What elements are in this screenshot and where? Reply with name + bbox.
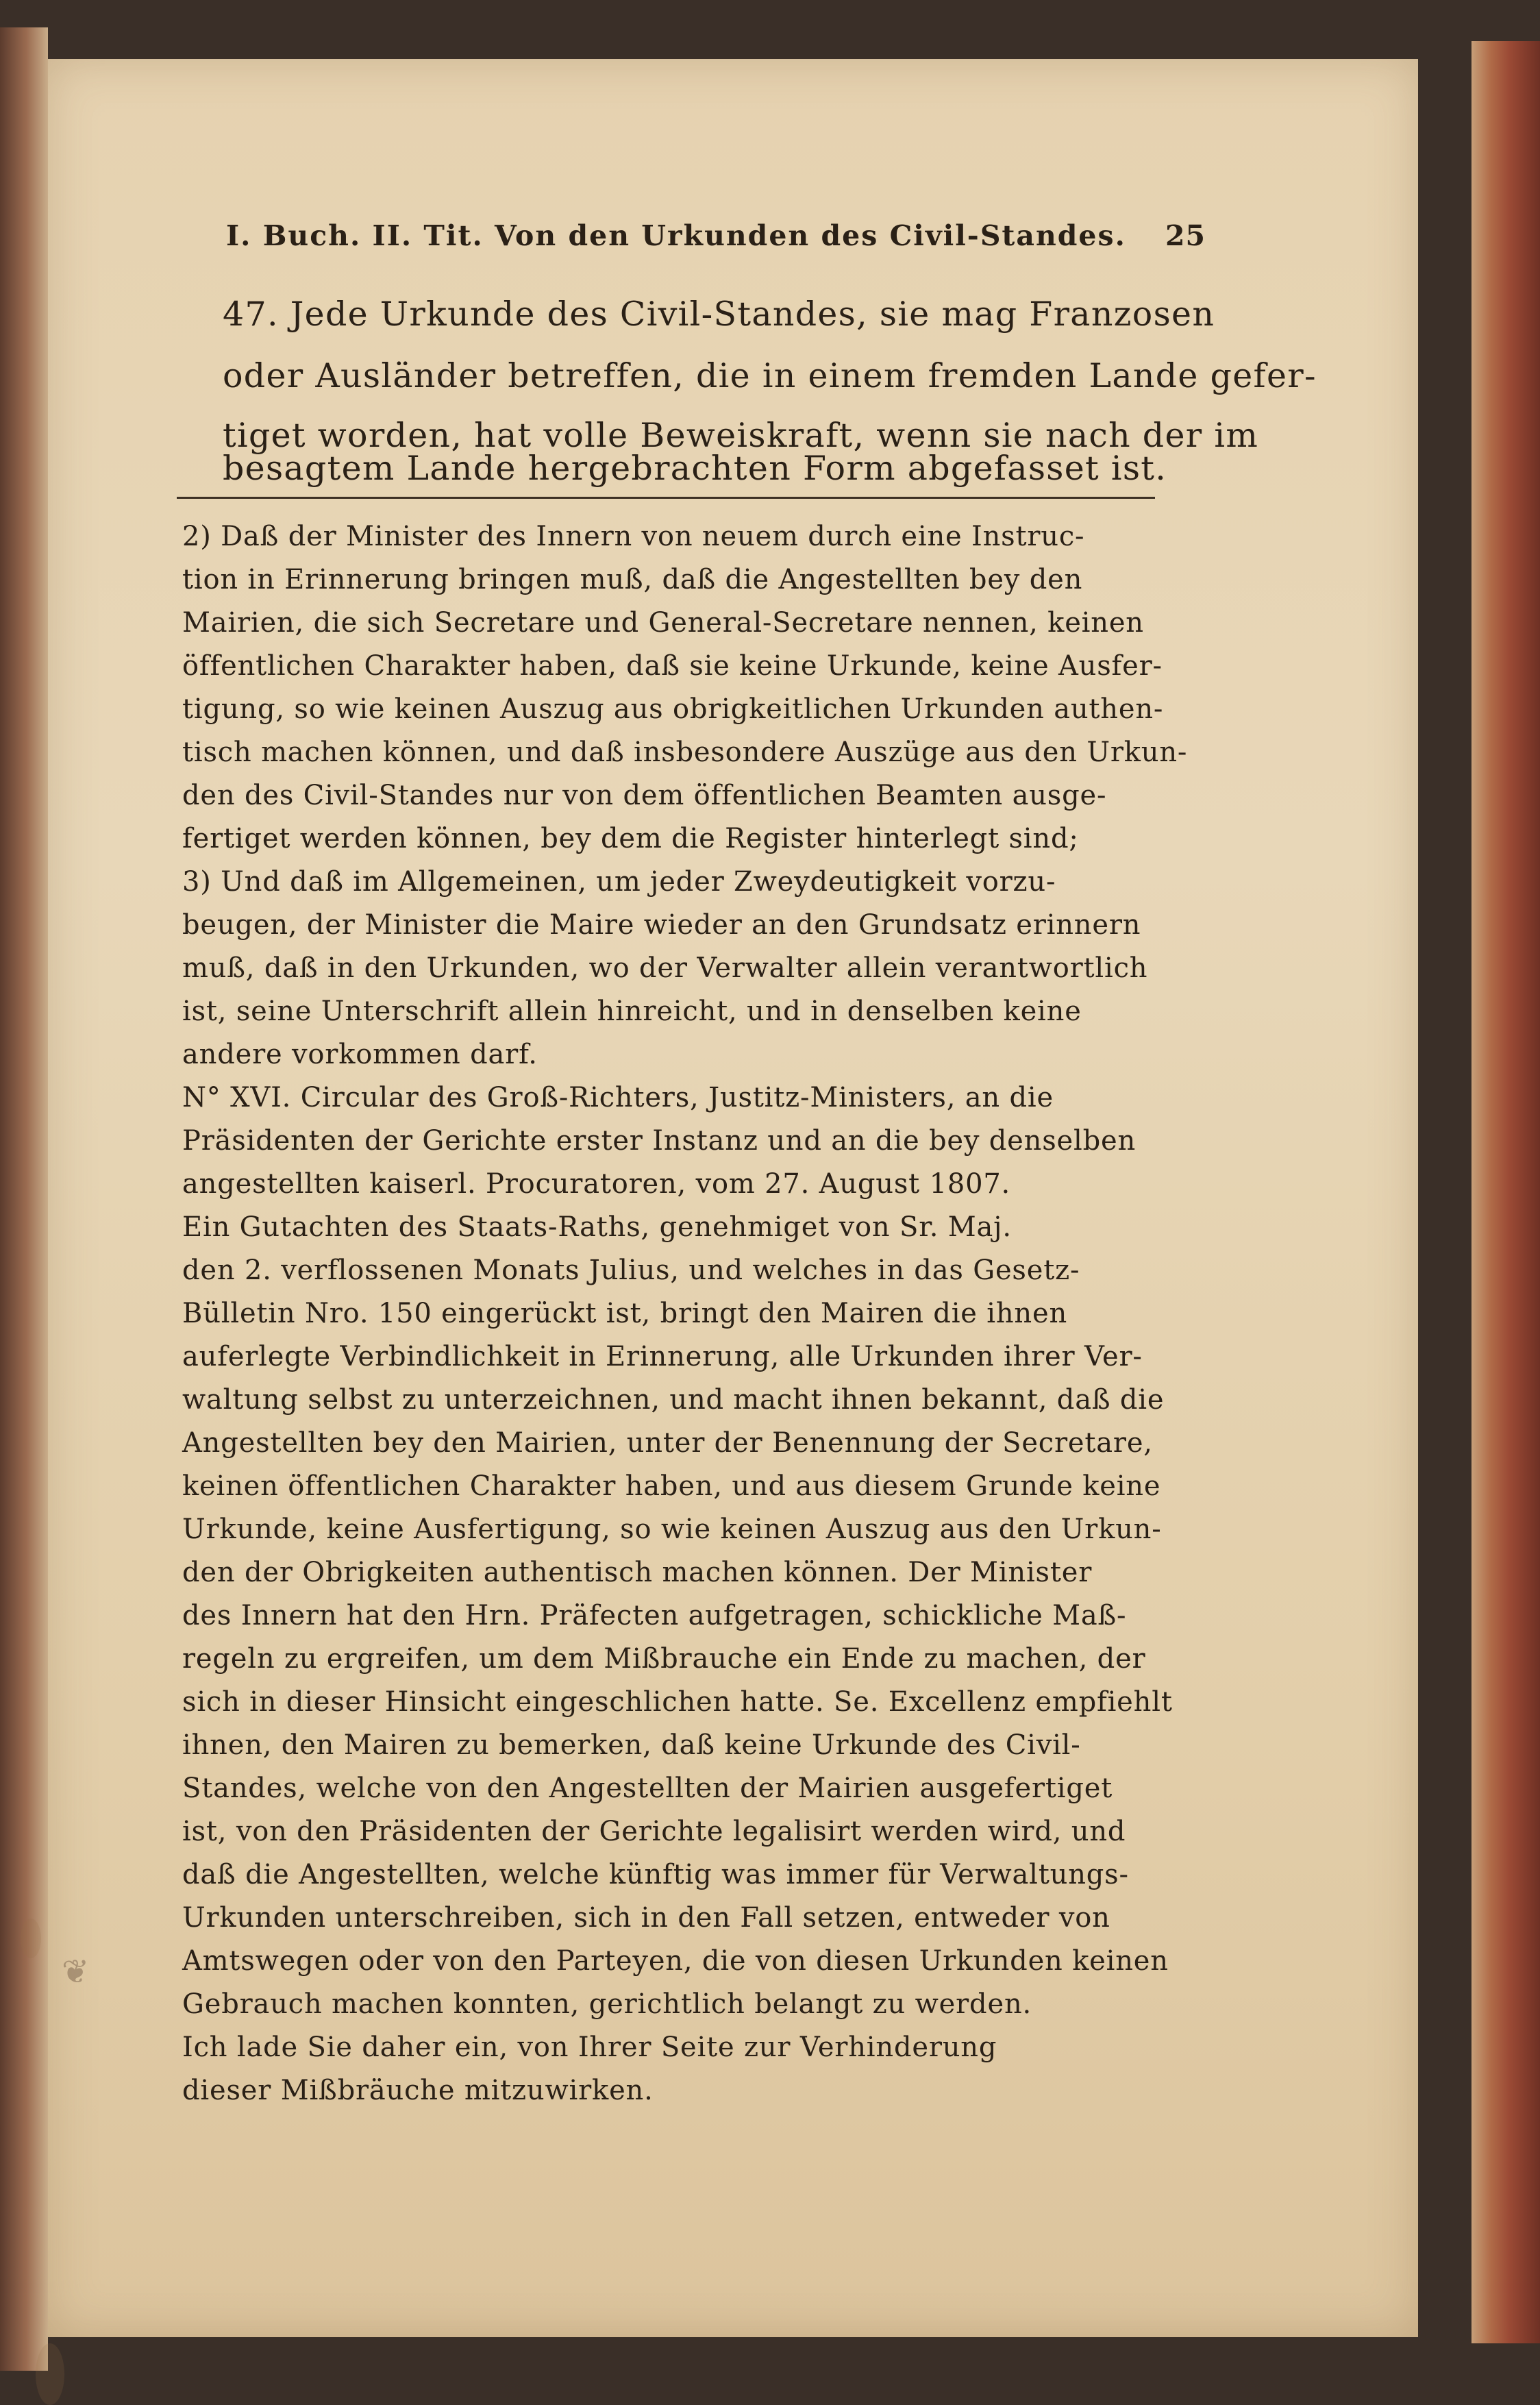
body-line: regeln zu ergreifen, um dem Mißbrauche ein Ende zu machen, der (182, 1643, 1146, 1675)
body-line: ist, seine Unterschrift allein hinreicht, und in denselben keine (182, 996, 1082, 1027)
header-title: I. Buch. II. Tit. Von den Urkunden des Civil-Standes. (226, 219, 1126, 252)
body-line: daß die Angestellten, welche künftig was immer für Verwaltungs- (182, 1859, 1129, 1890)
body-line: Bülletin Nro. 150 eingerückt ist, bringt den Mairen die ihnen (182, 1298, 1068, 1329)
section-divider (177, 497, 1155, 499)
body-line: Ein Gutachten des Staats-Raths, genehmiget von Sr. Maj. (182, 1211, 1012, 1243)
body-line: auferlegte Verbindlichkeit in Erinnerung, alle Urkunden ihrer Ver- (182, 1341, 1143, 1372)
body-line: Ich lade Sie daher ein, von Ihrer Seite zur Verhinderung (182, 2032, 997, 2063)
body-line: Angestellten bey den Mairien, unter der Benennung der Secretare, (182, 1427, 1153, 1459)
body-line: beugen, der Minister die Maire wieder an den Grundsatz erinnern (182, 909, 1141, 941)
body-line: 3) Und daß im Allgemeinen, um jeder Zweydeutigkeit vorzu- (182, 866, 1056, 898)
article-line: tiget worden, hat volle Beweiskraft, wenn sie nach der im (223, 416, 1259, 455)
body-line: waltung selbst zu unterzeichnen, und macht ihnen bekannt, daß die (182, 1384, 1165, 1416)
body-line: Präsidenten der Gerichte erster Instanz und an die bey denselben (182, 1125, 1137, 1157)
body-line: muß, daß in den Urkunden, wo der Verwalter allein verantwortlich (182, 952, 1148, 984)
body-line: des Innern hat den Hrn. Präfecten aufgetragen, schickliche Maß- (182, 1600, 1127, 1631)
body-line: tisch machen können, und daß insbesondere Auszüge aus den Urkun- (182, 737, 1188, 768)
body-line: Gebrauch machen konnten, gerichtlich belangt zu werden. (182, 1988, 1032, 2020)
body-line: Urkunde, keine Ausfertigung, so wie keinen Auszug aus den Urkun- (182, 1514, 1162, 1545)
body-line: Standes, welche von den Angestellten der Mairien ausgefertiget (182, 1773, 1113, 1804)
body-line: N° XVI. Circular des Groß-Richters, Justitz-Ministers, an die (182, 1082, 1054, 1113)
body-line: Amtswegen oder von den Parteyen, die von diesen Urkunden keinen (182, 1945, 1169, 1977)
body-line: sich in dieser Hinsicht eingeschlichen hatte. Se. Excellenz empfiehlt (182, 1686, 1173, 1718)
body-line: keinen öffentlichen Charakter haben, und aus diesem Grunde keine (182, 1470, 1161, 1502)
article-line: 47. Jede Urkunde des Civil-Standes, sie mag Franzosen (223, 295, 1215, 334)
body-line: dieser Mißbräuche mitzuwirken. (182, 2075, 654, 2106)
article-line: besagtem Lande hergebrachten Form abgefasset ist. (223, 449, 1167, 488)
body-line: fertiget werden können, bey dem die Register hinterlegt sind; (182, 823, 1079, 854)
running-header (226, 219, 1206, 256)
body-line: öffentlichen Charakter haben, daß sie keine Urkunde, keine Ausfer- (182, 650, 1163, 682)
body-line: angestellten kaiserl. Procuratoren, vom 27. August 1807. (182, 1168, 1011, 1200)
article-line: oder Ausländer betreffen, die in einem fremden Lande gefer- (223, 356, 1317, 395)
body-line: den des Civil-Standes nur von dem öffentlichen Beamten ausge- (182, 780, 1107, 811)
body-line: Mairien, die sich Secretare und General-Secretare nennen, keinen (182, 607, 1144, 639)
body-line: tigung, so wie keinen Auszug aus obrigkeitlichen Urkunden authen- (182, 693, 1164, 725)
body-line: den der Obrigkeiten authentisch machen können. Der Minister (182, 1557, 1093, 1588)
page-number: 25 (1165, 219, 1206, 252)
page-corner-stain: ❦ (62, 1953, 90, 1991)
book-edge (1471, 41, 1540, 2343)
body-line: Urkunden unterschreiben, sich in den Fall setzen, entweder von (182, 1902, 1110, 1934)
body-line: andere vorkommen darf. (182, 1039, 538, 1070)
body-line: 2) Daß der Minister des Innern von neuem durch eine Instruc- (182, 521, 1085, 552)
body-line: den 2. verflossenen Monats Julius, und welches in das Gesetz- (182, 1255, 1080, 1286)
body-line: ihnen, den Mairen zu bemerken, daß keine Urkunde des Civil- (182, 1729, 1081, 1761)
paper-stain (36, 2343, 64, 2405)
body-line: ist, von den Präsidenten der Gerichte legalisirt werden wird, und (182, 1816, 1126, 1847)
body-line: tion in Erinnerung bringen muß, daß die Angestellten bey den (182, 564, 1083, 595)
paper-stain (21, 1919, 41, 1958)
left-page-edge (0, 27, 48, 2371)
